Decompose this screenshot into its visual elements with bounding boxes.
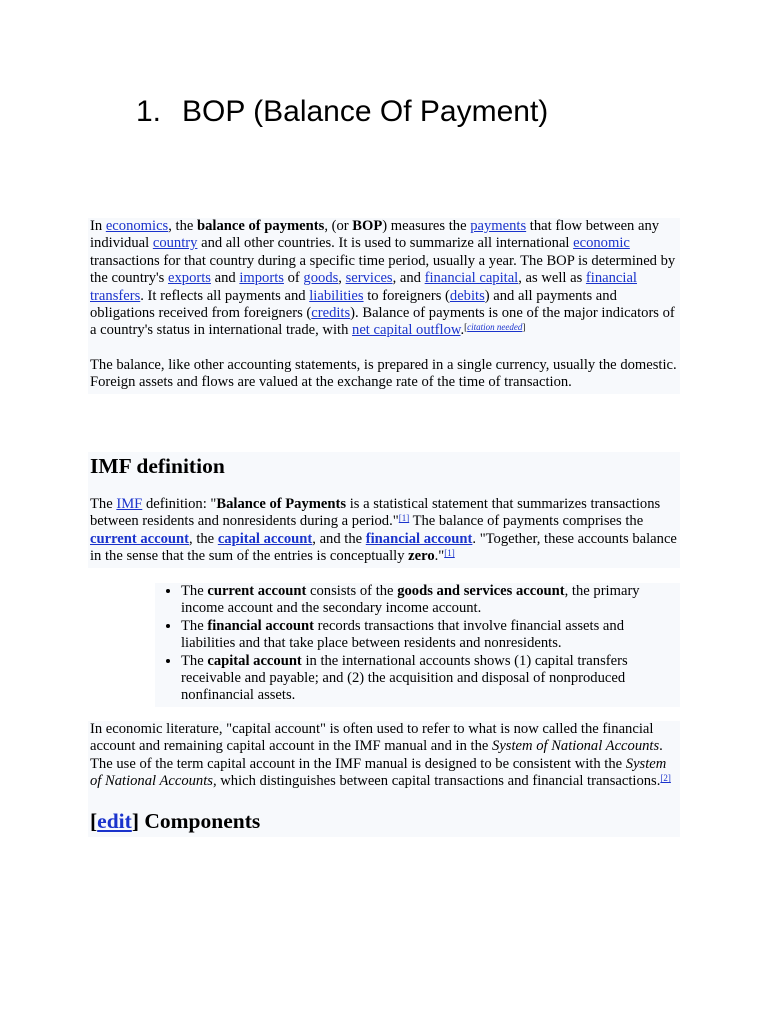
ref-1b[interactable]: [1]	[444, 548, 455, 559]
title-text: BOP (Balance Of Payment)	[182, 95, 549, 128]
components-heading: [edit] Components	[90, 808, 261, 833]
link-imf[interactable]: IMF	[116, 496, 143, 512]
intro-section	[88, 218, 680, 394]
literature-section	[88, 721, 680, 837]
link-financial-transfers[interactable]: financial transfers	[90, 270, 637, 304]
link-services[interactable]: services	[345, 270, 393, 287]
literature-paragraph: In economic literature, "capital account" is often used to refer to what is now called the financial account and remaining capital account in the IMF manual and in the System of National Accounts. The use of the term capital account in the IMF manual is designed to be consistent with the System of National Accounts, which distinguishes between capital transactions and financial transactions.[2]	[90, 721, 671, 790]
link-exports[interactable]: exports	[168, 270, 211, 287]
list-item: • The financial account records transactions that involve financial assets and liabilities and that take place between residents and nonresidents.	[181, 618, 680, 653]
imf-heading: IMF definition	[90, 454, 225, 478]
link-goods[interactable]: goods	[303, 270, 339, 287]
link-citation-needed[interactable]: citation needed	[467, 322, 523, 333]
link-current-account[interactable]: current account	[90, 530, 190, 547]
ref-2[interactable]: [2]	[660, 773, 671, 784]
link-economics[interactable]: economics	[105, 218, 169, 234]
link-country[interactable]: country	[152, 235, 198, 252]
edit-link[interactable]: edit	[97, 808, 132, 833]
list-item: • The capital account in the international accounts shows (1) capital transfers receivable and payable; and (2) the acquisition and disposal of nonproduced nonfinancial assets.	[181, 653, 680, 705]
link-economic[interactable]: economic	[573, 235, 630, 252]
list-item: • The current account consists of the goods and services account, the primary income account and the secondary income account.	[181, 583, 680, 618]
link-liabilities[interactable]: liabilities	[309, 287, 364, 304]
link-imports[interactable]: imports	[239, 270, 284, 287]
intro-paragraph: In economics, the balance of payments, (or BOP) measures the payments that flow between any individual country and all other countries. It is used to summarize all international economic transactions for that country during a specific time period, usually a year. The BOP is determined by the country's exports and imports of goods, services, and financial capital, as well as financial transfers. It reflects all payments and liabilities to foreigners (debits) and all payments and obligations received from foreigners (credits). Balance of payments is one of the major indicators of a country's status in international trade, with net capital outflow.[citation needed]	[90, 218, 676, 339]
imf-section	[88, 452, 680, 568]
link-capital-account[interactable]: capital account	[217, 530, 313, 547]
ref-1[interactable]: [1]	[398, 513, 410, 524]
title-number: 1.	[136, 95, 162, 128]
link-financial-capital[interactable]: financial capital	[424, 270, 519, 287]
page-title	[136, 92, 548, 132]
link-debits[interactable]: debits	[449, 287, 485, 304]
link-net-capital-outflow[interactable]: net capital outflow	[352, 322, 461, 339]
link-financial-account[interactable]: financial account	[365, 530, 473, 547]
imf-paragraph: The IMF definition: "Balance of Payments is a statistical statement that summarizes transactions between residents and nonresidents during a period."[1] The balance of payments comprises the current account, the capital account, and the financial account. "Together, these accounts balance in the sense that the sum of the entries is conceptually zero."[1]	[90, 496, 677, 565]
paragraph-currency: The balance, like other accounting statements, is prepared in a single currency, usually the domestic. Foreign assets and flows are valued at the exchange rate of the time of transaction.	[90, 356, 677, 391]
link-credits[interactable]: credits	[311, 305, 351, 322]
link-payments[interactable]: payments	[470, 218, 527, 234]
citation-needed: [citation needed]	[464, 322, 526, 333]
accounts-list	[155, 583, 680, 707]
